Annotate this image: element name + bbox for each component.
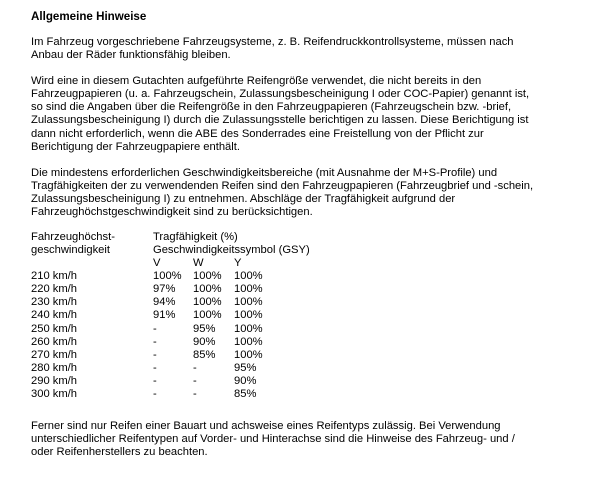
paragraph-tire-size: Wird eine in diesem Gutachten aufgeführte Reifengröße verwendet, die nicht bereits in den Fahrzeugpapieren (u. a. Fahrzeugschein, Zulassungsbescheinigung I oder COC-Papier) genannt ist, so sind die Angaben über die Reifengröße in den Fahrzeugpapieren (Fahrzeugschein bzw. -brief, Zulassungsbescheinigung I) durch die Zulassungsstelle berichtigen zu lassen. Diese Berichtigung ist dann nicht erforderlich, wenn die ABE des Sonderrades eine Freistellung von der Pflicht zur Berichtigung der Fahrzeugpapiere enthält. <box>31 75 530 153</box>
table-row <box>31 270 331 283</box>
v-cell: 91% <box>153 309 176 322</box>
table-row <box>31 362 331 375</box>
y-cell: 100% <box>234 309 263 322</box>
w-cell: 95% <box>193 322 216 335</box>
v-cell: 100% <box>153 270 182 283</box>
table-row <box>31 388 331 401</box>
w-cell: 85% <box>193 348 216 361</box>
table-body <box>31 270 331 401</box>
v-cell: 94% <box>153 296 176 309</box>
speed-cell: 250 km/h <box>31 322 78 335</box>
load-column-header <box>153 231 310 257</box>
w-cell: 100% <box>193 296 222 309</box>
y-cell: 100% <box>234 270 263 283</box>
v-cell: 97% <box>153 283 176 296</box>
speed-cell: 230 km/h <box>31 296 78 309</box>
section-heading: Allgemeine Hinweise <box>31 10 147 23</box>
table-row <box>31 323 331 336</box>
table-row <box>31 283 331 296</box>
paragraph-speed-load: Die mindestens erforderlichen Geschwindigkeitsbereiche (mit Ausnahme der M+S-Profile) und Tragfähigkeiten der zu verwendenden Reifen sind den Fahrzeugpapieren (Fahrzeugbrief und -schein, Zulassungsbescheinigung I) zu entnehmen. Abschläge der Tragfähigkeit aufgrund der Fahrzeughöchstgeschwindigkeit sind zu berücksichtigen. <box>31 166 534 219</box>
y-cell: 100% <box>234 335 263 348</box>
y-cell: 85% <box>234 387 257 400</box>
load-header-subtitle: Geschwindigkeitssymbol (GSY) <box>153 244 310 257</box>
document-page <box>31 10 591 459</box>
load-header-title: Tragfähigkeit (%) <box>153 231 238 244</box>
w-cell: - <box>193 374 197 387</box>
speed-cell: 290 km/h <box>31 374 78 387</box>
w-cell: 90% <box>193 335 216 348</box>
w-cell: 100% <box>193 283 222 296</box>
speed-cell: 270 km/h <box>31 348 78 361</box>
speed-cell: 220 km/h <box>31 283 78 296</box>
paragraph-closing: Ferner sind nur Reifen einer Bauart und achsweise eines Reifentyps zulässig. Bei Verwendung unterschiedlicher Reifentypen auf Vorder- und Hinterachse sind die Hinweise des Fahrzeug- und / oder Reifenherstellers zu beachten. <box>31 420 515 459</box>
w-cell: - <box>193 387 197 400</box>
speed-cell: 280 km/h <box>31 361 78 374</box>
w-cell: 100% <box>193 309 222 322</box>
speed-cell: 210 km/h <box>31 270 78 283</box>
v-cell: - <box>153 387 157 400</box>
y-cell: 100% <box>234 322 263 335</box>
y-cell: 100% <box>234 348 263 361</box>
speed-cell: 240 km/h <box>31 309 78 322</box>
y-cell: 90% <box>234 374 257 387</box>
y-cell: 95% <box>234 361 257 374</box>
symbol-v: V <box>153 257 161 270</box>
v-cell: - <box>153 348 157 361</box>
table-row <box>31 309 331 322</box>
paragraph-systems: Im Fahrzeug vorgeschriebene Fahrzeugsysteme, z. B. Reifendruckkontrollsysteme, müssen nach Anbau der Räder funktionsfähig bleiben. <box>31 36 514 62</box>
table-row <box>31 296 331 309</box>
table-row <box>31 375 331 388</box>
v-cell: - <box>153 374 157 387</box>
w-cell: 100% <box>193 270 222 283</box>
load-capacity-table <box>31 231 591 407</box>
v-cell: - <box>153 361 157 374</box>
speed-cell: 300 km/h <box>31 387 78 400</box>
v-cell: - <box>153 322 157 335</box>
w-cell: - <box>193 361 197 374</box>
speed-cell: 260 km/h <box>31 335 78 348</box>
y-cell: 100% <box>234 296 263 309</box>
y-cell: 100% <box>234 283 263 296</box>
speed-column-header: Fahrzeughöchst- geschwindigkeit <box>31 231 115 257</box>
table-row <box>31 336 331 349</box>
table-row <box>31 349 331 362</box>
symbol-w: W <box>193 257 204 270</box>
symbol-y: Y <box>234 257 242 270</box>
v-cell: - <box>153 335 157 348</box>
